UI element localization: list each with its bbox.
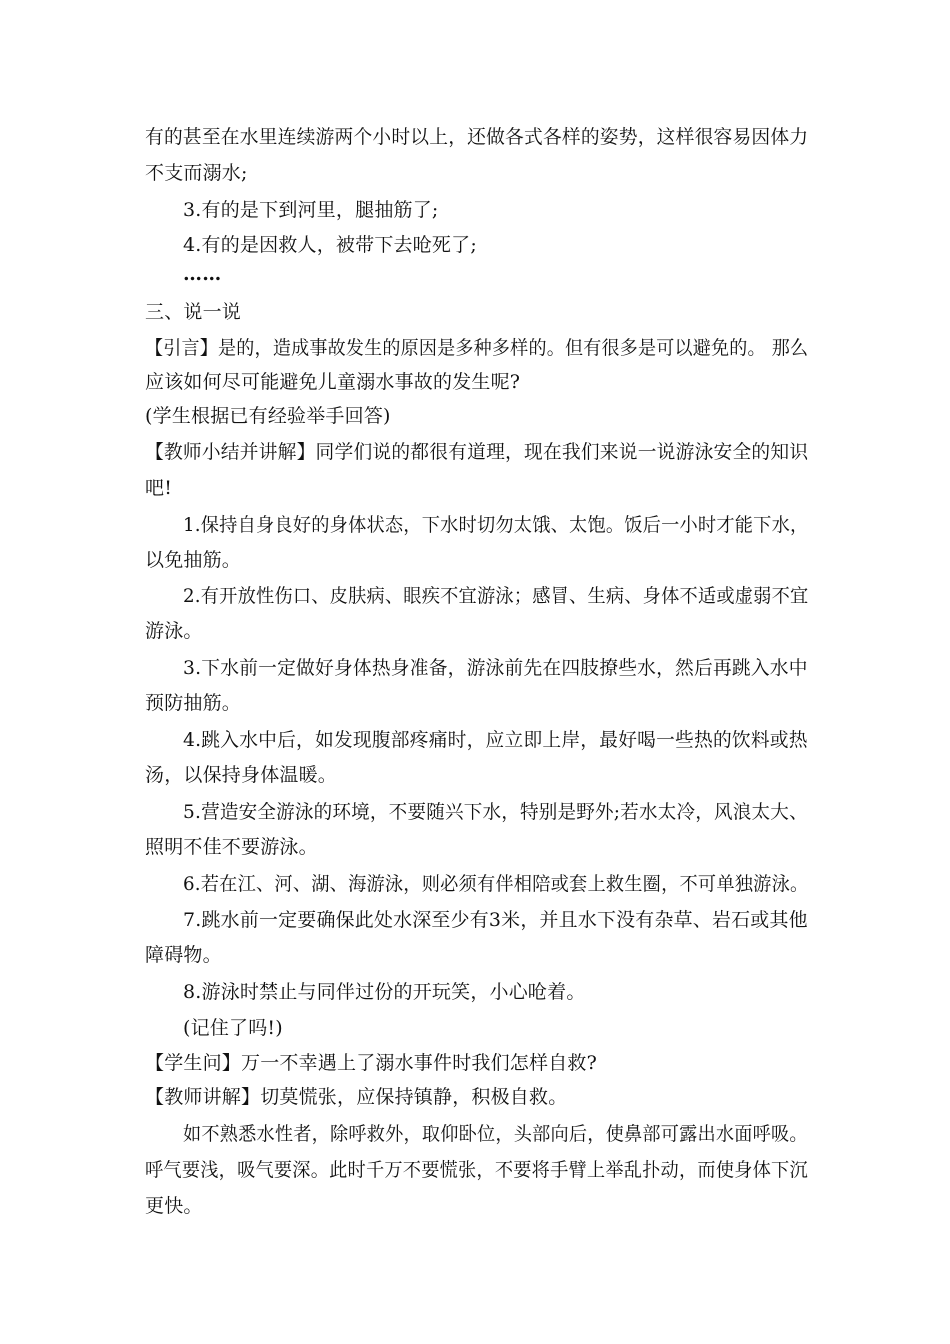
list-item-line: 以免抽筋。 <box>145 549 242 571</box>
list-item-line: 1.保持自身良好的身体状态，下水时切勿太饿、太饱。饭后一小时才能下水， <box>183 514 809 536</box>
paragraph-line: 吧! <box>145 477 173 499</box>
list-item-line: 4.跳入水中后，如发现腹部疼痛时，应立即上岸，最好喝一些热的饮料或热 <box>183 729 808 751</box>
list-item-line: 4.有的是因救人，被带下去呛死了; <box>183 234 477 256</box>
paragraph-line: 【引言】是的，造成事故发生的原因是多种多样的。但有很多是可以避免的。 那么 <box>145 337 809 359</box>
section-heading: 三、说一说 <box>145 301 242 323</box>
paragraph-line: 不支而溺水; <box>145 162 248 184</box>
list-item-line: 3.有的是下到河里，腿抽筋了; <box>183 199 439 221</box>
list-item-line: 障碍物。 <box>145 944 222 966</box>
list-item-line: 8.游泳时禁止与同伴过份的开玩笑，小心呛着。 <box>183 981 586 1003</box>
list-item-line: 7.跳水前一定要确保此处水深至少有3米，并且水下没有杂草、岩石或其他 <box>183 909 808 931</box>
paragraph-line: 【学生问】万一不幸遇上了溺水事件时我们怎样自救? <box>145 1052 597 1074</box>
paragraph-line: 如不熟悉水性者，除呼救外，取仰卧位，头部向后，使鼻部可露出水面呼吸。 <box>183 1123 808 1145</box>
list-item-line: 5.营造安全游泳的环境，不要随兴下水，特别是野外;若水太冷，风浪太大、 <box>183 801 808 823</box>
list-item-line: 预防抽筋。 <box>145 692 242 714</box>
list-item-line: 2.有开放性伤口、皮肤病、眼疾不宜游泳；感冒、生病、身体不适或虚弱不宜 <box>183 585 809 607</box>
list-item-line: 3.下水前一定做好身体热身准备，游泳前先在四肢撩些水，然后再跳入水中 <box>183 657 808 679</box>
paragraph-line: 【教师讲解】切莫慌张，应保持镇静，积极自救。 <box>145 1086 568 1108</box>
paragraph-line: (学生根据已有经验举手回答) <box>145 405 391 427</box>
list-item-line: 汤，以保持身体温暖。 <box>145 764 338 786</box>
paragraph-line: 【教师小结并讲解】同学们说的都很有道理，现在我们来说一说游泳安全的知识 <box>145 441 809 463</box>
paragraph-line: 呼气要浅，吸气要深。此时千万不要慌张，不要将手臂上举乱扑动，而使身体下沉 <box>145 1159 808 1181</box>
list-item-line: 游泳。 <box>145 620 203 642</box>
ellipsis-line: …… <box>183 263 222 285</box>
paragraph-line: 应该如何尽可能避免儿童溺水事故的发生呢? <box>145 371 521 393</box>
list-item-line: 6.若在江、河、湖、海游泳，则必须有伴相陪或套上救生圈，不可单独游泳。 <box>183 873 809 895</box>
list-item-line: 照明不佳不要游泳。 <box>145 836 318 858</box>
paragraph-line: 更快。 <box>145 1195 203 1217</box>
paragraph-line: (记住了吗!) <box>183 1017 283 1039</box>
paragraph-line: 有的甚至在水里连续游两个小时以上，还做各式各样的姿势，这样很容易因体力 <box>145 126 809 148</box>
